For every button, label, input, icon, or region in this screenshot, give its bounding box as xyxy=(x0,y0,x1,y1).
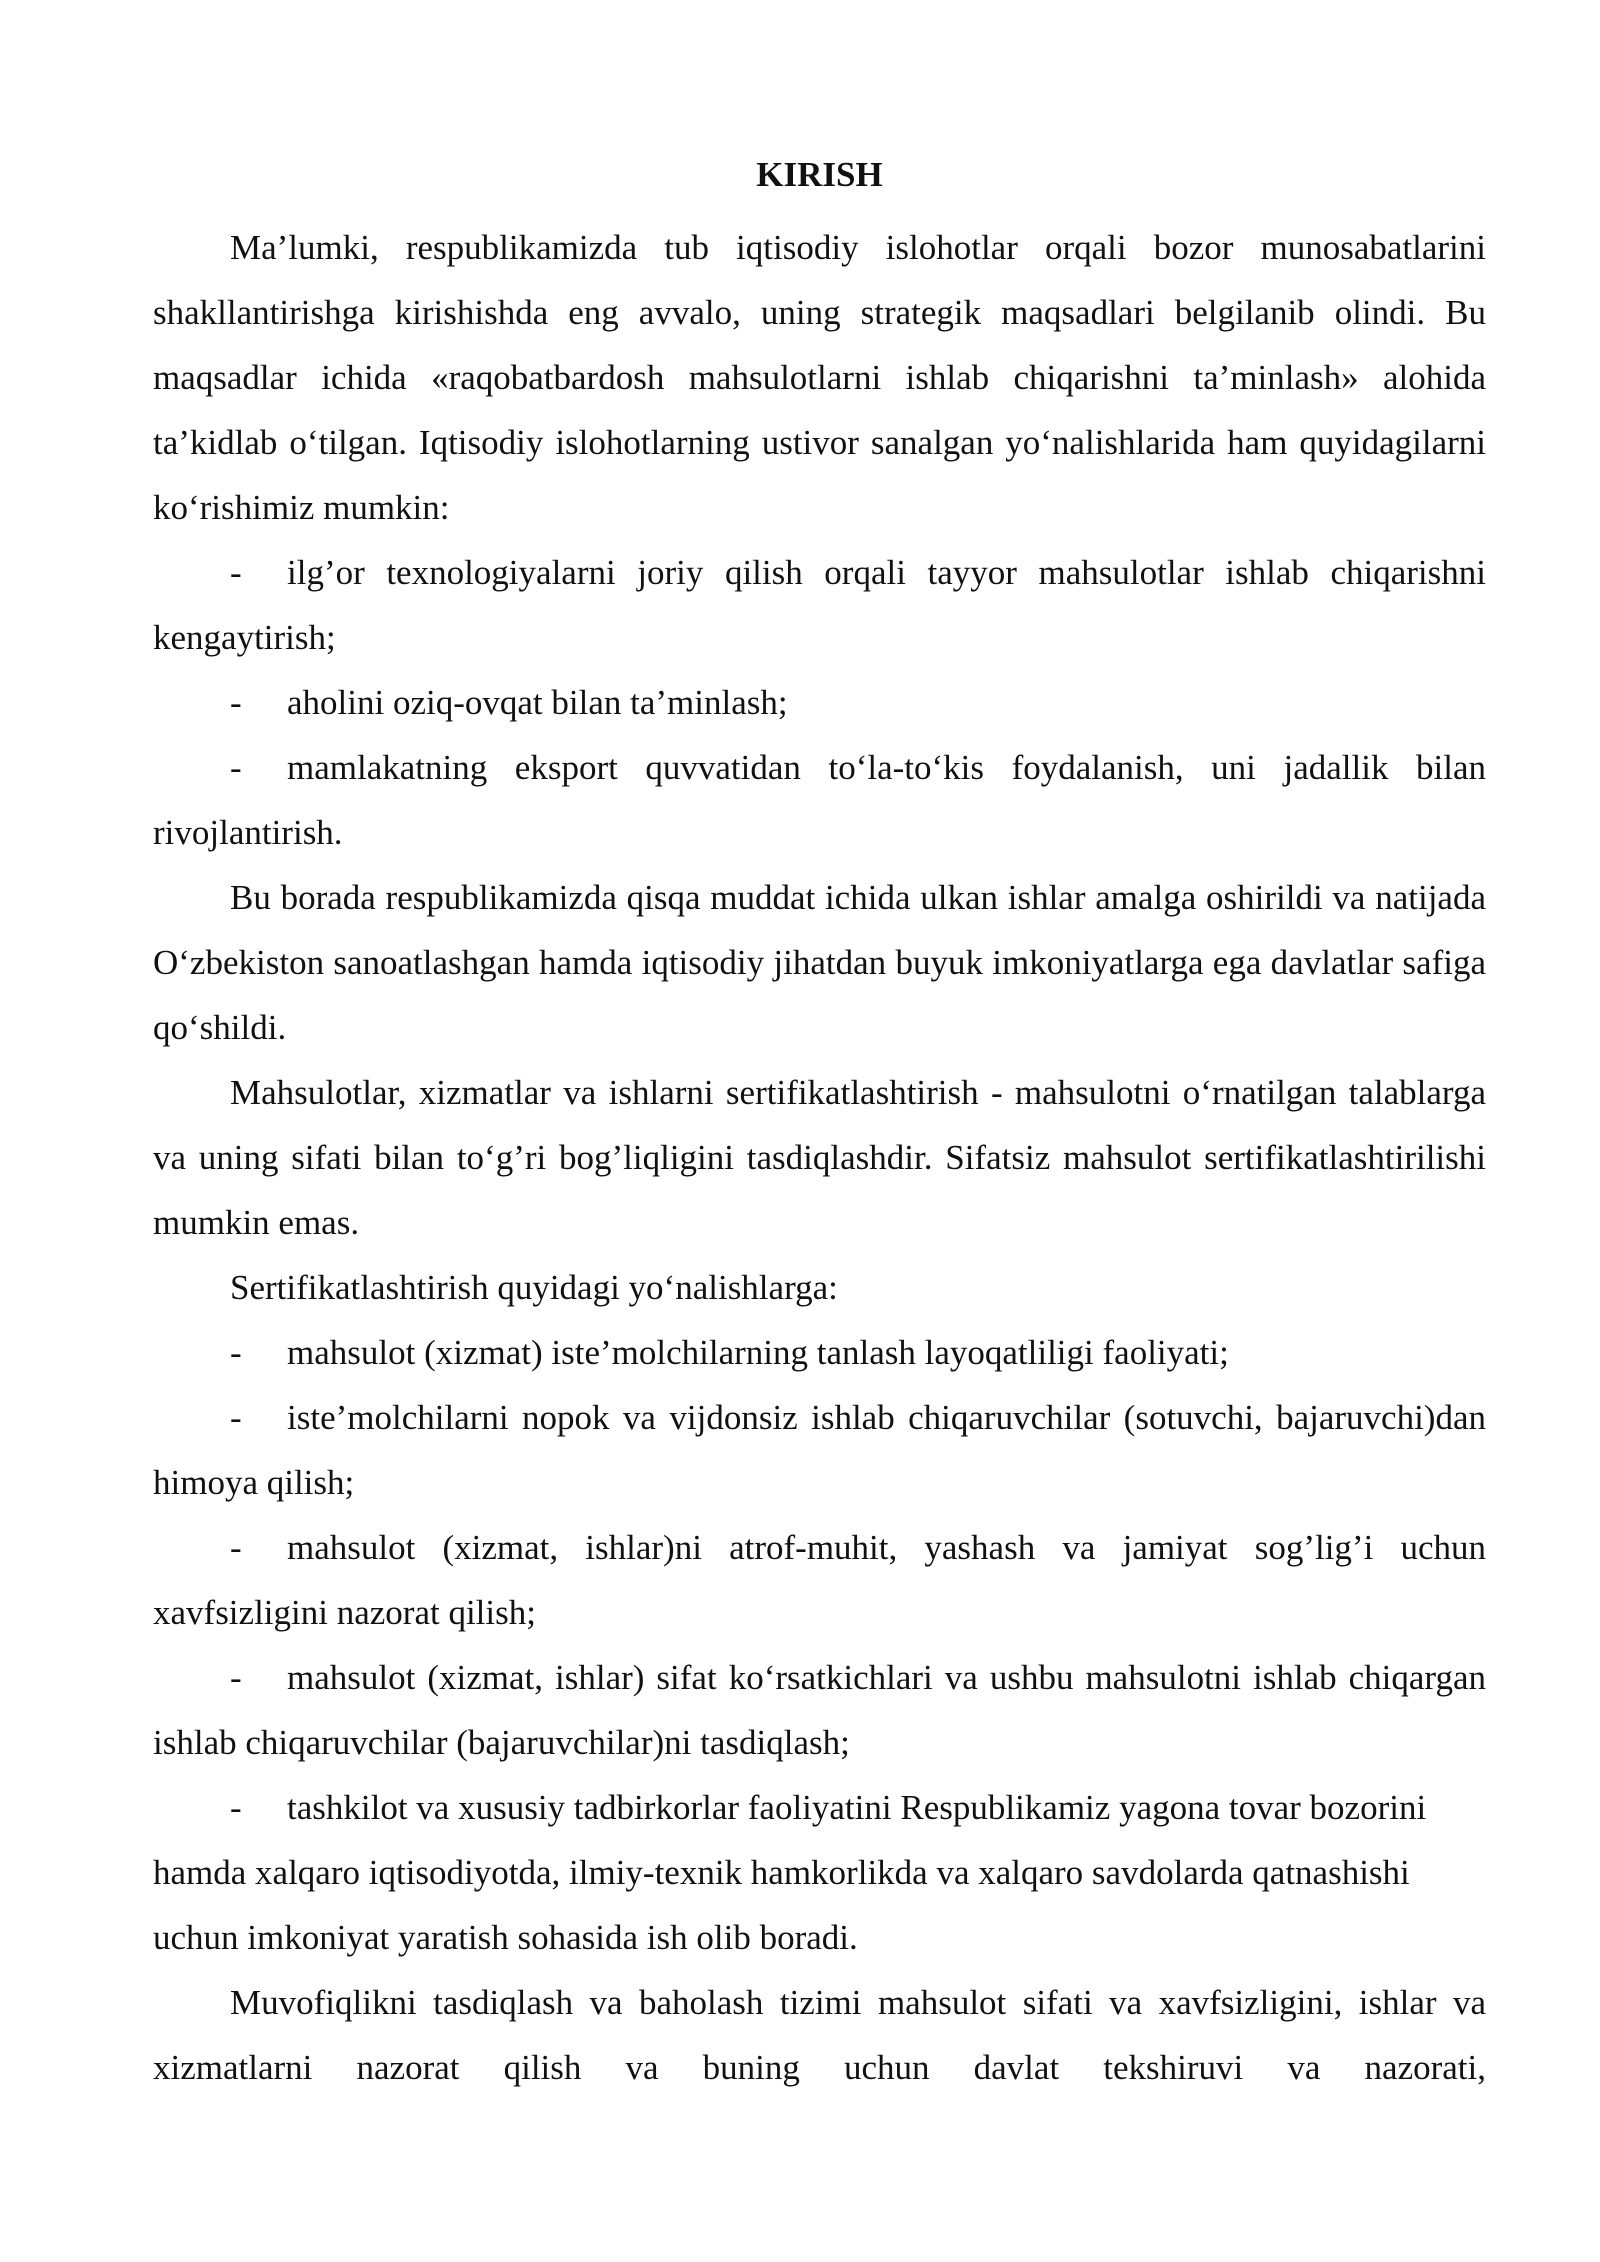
list-item-text: mahsulot (xizmat, ishlar) sifat ko‘rsatkichlari va ushbu mahsulotni ishlab chiqargan ishlab chiqaruvchilar (bajaruvchilar)ni tasdiqlash; xyxy=(153,1658,1486,1762)
list-item-text: ilg’or texnologiyalarni joriy qilish orqali tayyor mahsulotlar ishlab chiqarishni kengaytirish; xyxy=(153,553,1486,657)
list-marker: - xyxy=(230,1528,242,1567)
document-page xyxy=(153,150,1486,2100)
list-marker: - xyxy=(230,1658,242,1697)
document-title: KIRISH xyxy=(756,155,883,194)
list-marker: - xyxy=(230,553,242,592)
list-item-text: aholini oziq-ovqat bilan ta’minlash; xyxy=(287,683,788,722)
list-item xyxy=(153,1385,1486,1515)
paragraph: Mahsulotlar, xizmatlar va ishlarni sertifikatlashtirish - mahsulotni o‘rnatilgan talablarga va uning sifati bilan to‘g’ri bog’liqligini tasdiqlashdir. Sifatsiz mahsulot sertifikatlashtirilishi mumkin emas. xyxy=(153,1073,1486,1242)
list-marker: - xyxy=(230,683,242,722)
list-item xyxy=(153,1320,1486,1385)
list-item-text: mahsulot (xizmat, ishlar)ni atrof-muhit, yashash va jamiyat sog’lig’i uchun xavfsizligini nazorat qilish; xyxy=(153,1528,1486,1632)
list-marker: - xyxy=(230,1398,242,1437)
list-item xyxy=(153,1515,1486,1645)
list-marker: - xyxy=(230,1333,242,1372)
list-item xyxy=(153,670,1486,735)
paragraph: Sertifikatlashtirish quyidagi yo‘nalishlarga: xyxy=(230,1268,838,1307)
paragraph: Bu borada respublikamizda qisqa muddat ichida ulkan ishlar amalga oshirildi va natijada O‘zbekiston sanoatlashgan hamda iqtisodiy jihatdan buyuk imkoniyatlarga ega davlatlar safiga qo‘shildi. xyxy=(153,878,1486,1047)
list-item xyxy=(153,1645,1486,1775)
list-item-text: tashkilot va xususiy tadbirkorlar faoliyatini Respublikamiz yagona tovar bozorini hamda xalqaro iqtisodiyotda, ilmiy-texnik hamkorlikda va xalqaro savdolarda qatnashishi uchun imkoniyat yaratish sohasida ish olib boradi. xyxy=(153,1788,1427,1957)
list-item xyxy=(153,1775,1486,1970)
list-marker: - xyxy=(230,1788,242,1827)
paragraph: Ma’lumki, respublikamizda tub iqtisodiy islohotlar orqali bozor munosabatlarini shakllantirishga kirishishda eng avvalo, uning strategik maqsadlari belgilanib olindi. Bu maqsadlar ichida «raqobatbardosh mahsulotlarni ishlab chiqarishni ta’minlash» alohida ta’kidlab o‘tilgan. Iqtisodiy islohotlarning ustivor sanalgan yo‘nalishlarida ham quyidagilarni ko‘rishimiz mumkin: xyxy=(153,228,1486,527)
list-item xyxy=(153,540,1486,670)
list-item xyxy=(153,735,1486,865)
paragraph: Muvofiqlikni tasdiqlash va baholash tizimi mahsulot sifati va xavfsizligini, ishlar va xizmatlarni nazorat qilish va buning uchun davlat tekshiruvi va nazorati, xyxy=(153,1983,1486,2087)
list-item-text: iste’molchilarni nopok va vijdonsiz ishlab chiqaruvchilar (sotuvchi, bajaruvchi)dan himoya qilish; xyxy=(153,1398,1486,1502)
list-item-text: mamlakatning eksport quvvatidan to‘la-to‘kis foydalanish, uni jadallik bilan rivojlantirish. xyxy=(153,748,1486,852)
list-marker: - xyxy=(230,748,242,787)
document-body xyxy=(153,215,1486,2100)
list-item-text: mahsulot (xizmat) iste’molchilarning tanlash layoqatliligi faoliyati; xyxy=(287,1333,1229,1372)
